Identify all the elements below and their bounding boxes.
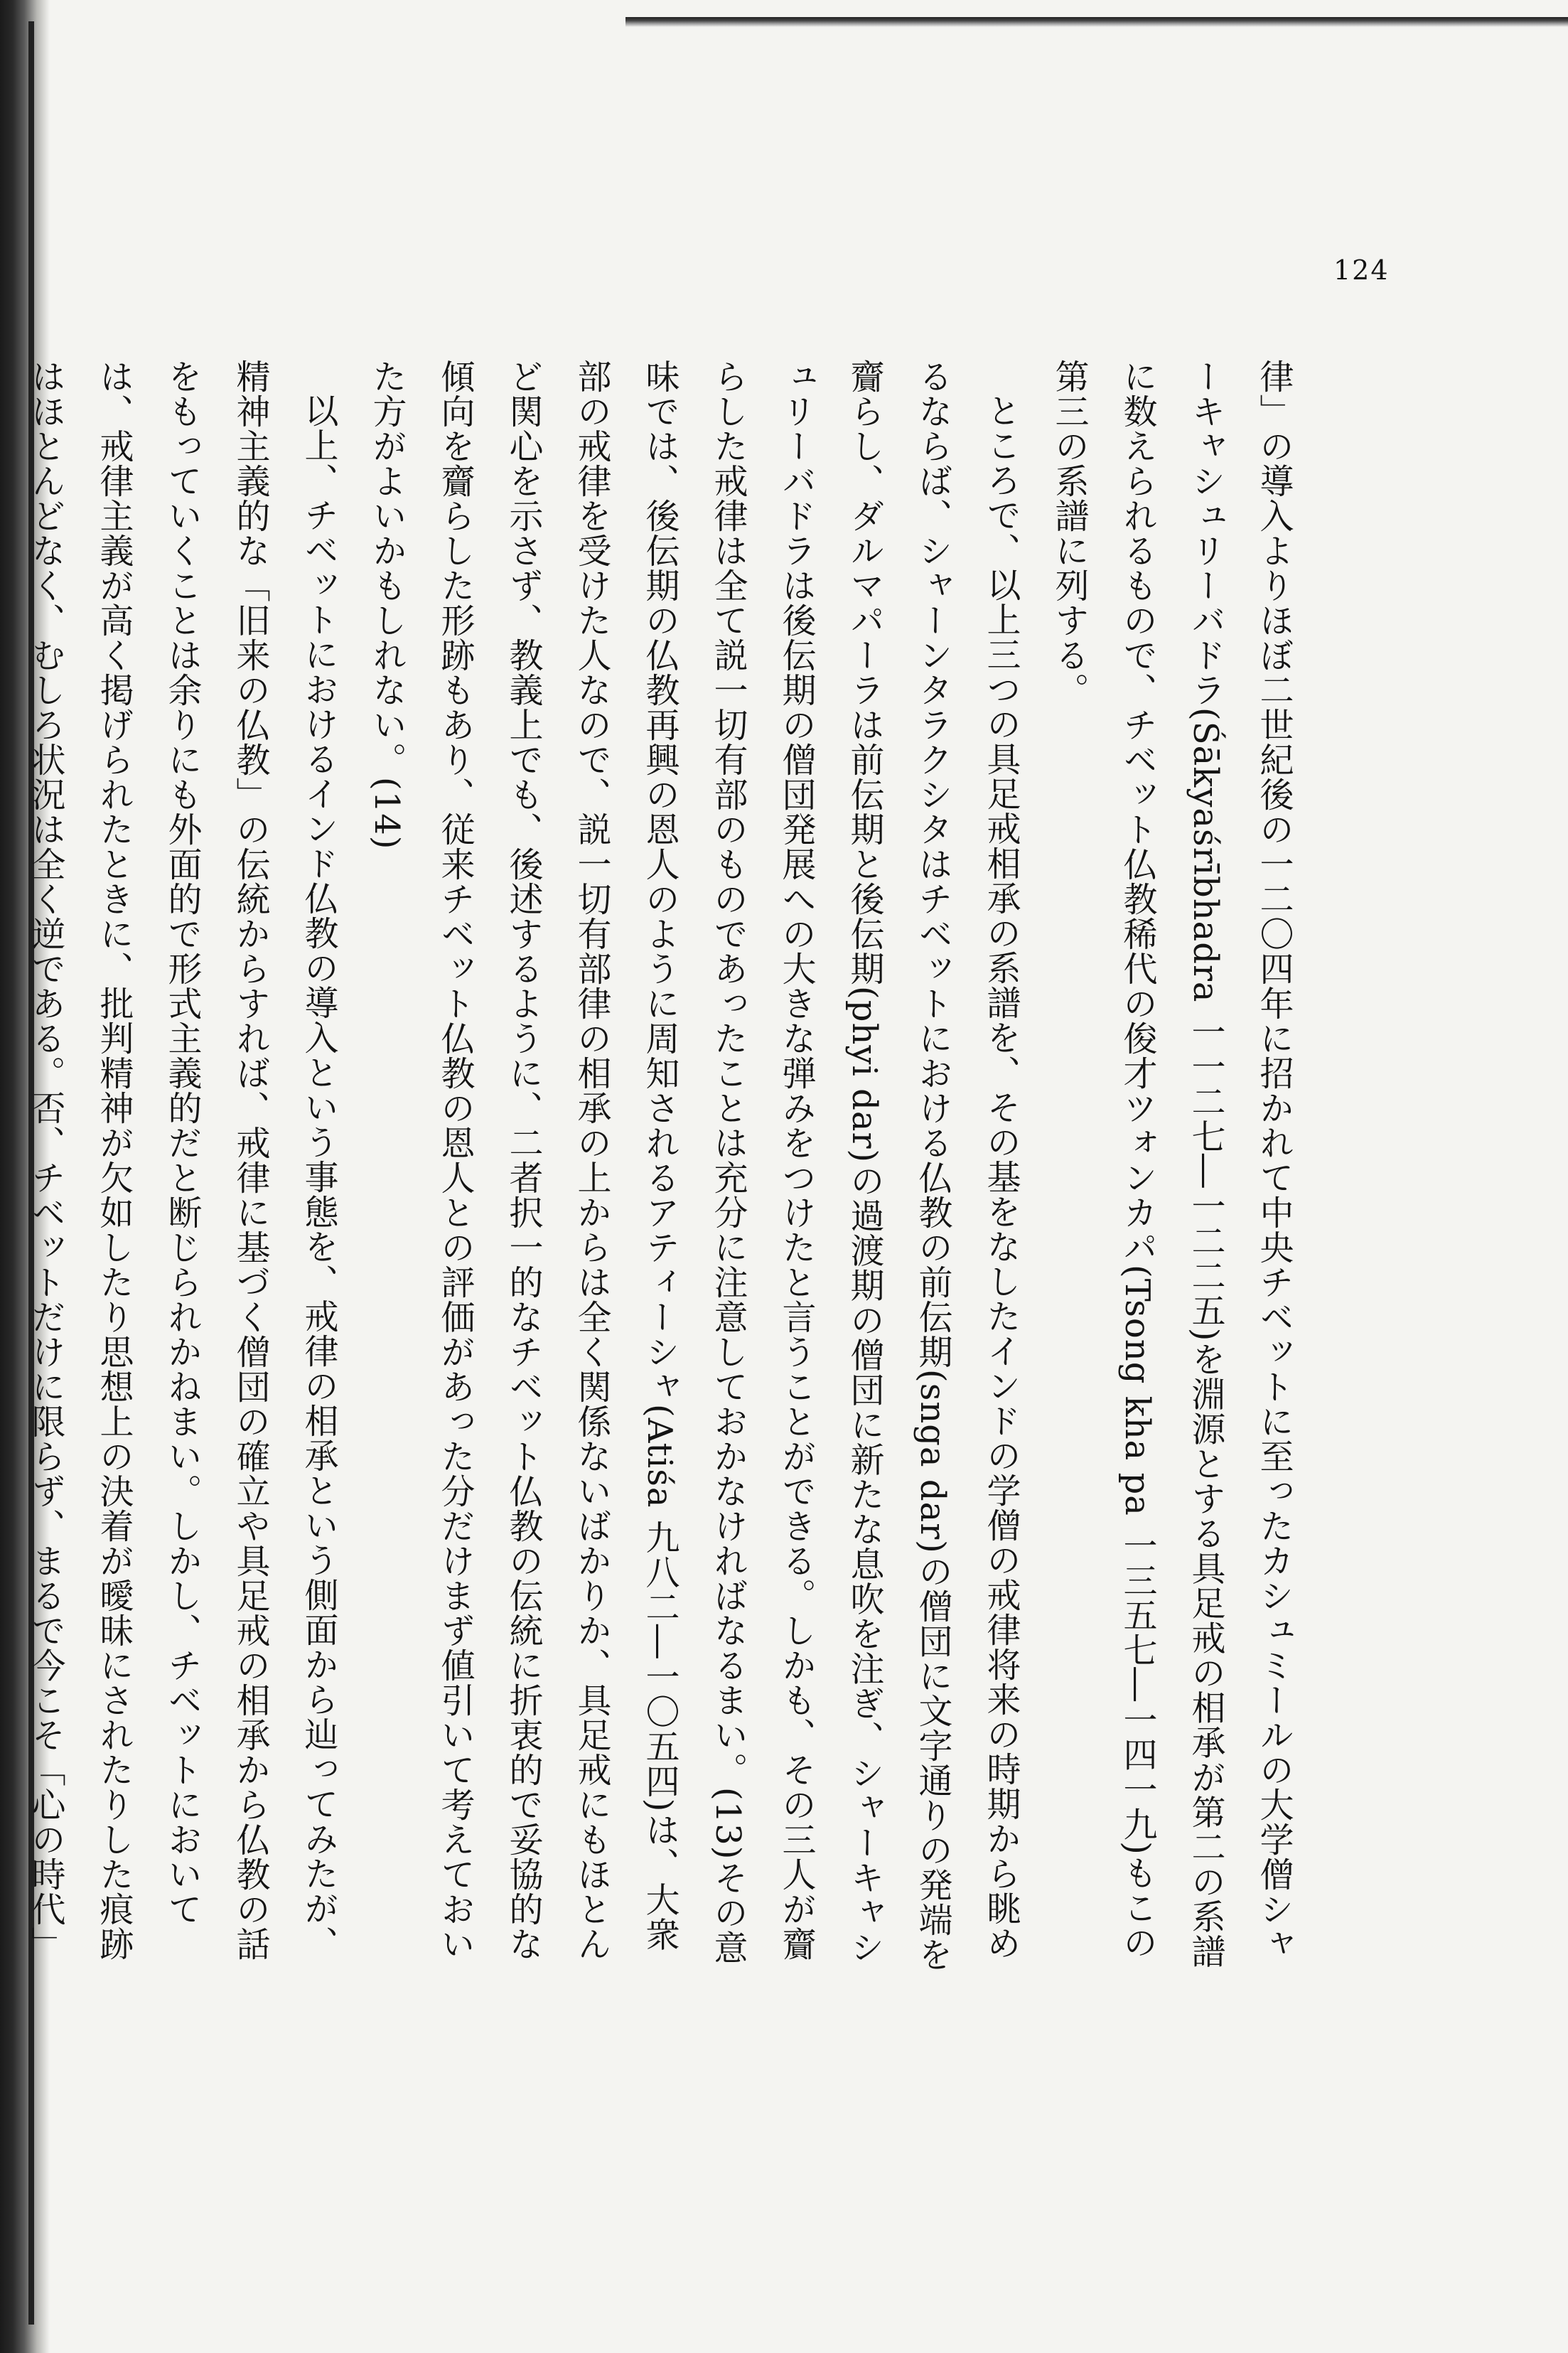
paragraph: ところで、以上三つの具足戒相承の系譜を、その基をなしたインドの学僧の戒律将来の時期から眺めるならば、シャーンタラクシタはチベットにおける仏教の前伝期(snga dar)の僧団に文字通りの発端を齎らし、ダルマパーラは前伝期と後伝期(phyi dar)の過渡期の僧団に新たな息吹を注ぎ、シャーキャシュリーバドラは後伝期の僧団発展への大きな弾みをつけたと言うことができる。しかも、その三人が齎らした戒律は全て説一切有部のものであったことは充分に注意しておかなければなるまい。(13)その意味では、後伝期の仏教再興の恩人のように周知されるアティーシャ(Atiśa 九八二―一〇五四)は、大衆部の戒律を受けた人なので、説一切有部律の相承の上からは全く関係ないばかりか、具足戒にもほとんど関心を示さず、教義上でも、後述するように、二者択一的なチベット仏教の伝統に折衷的で妥協的な傾向を齎らした形跡もあり、従来チベット仏教の恩人との評価があった分だけまず値引いて考えておいた方がよいかもしれない。(14) (367, 359, 1021, 1972)
paragraph-continuation: 律」の導入よりほぼ二世紀後の一二〇四年に招かれて中央チベットに至ったカシュミールの大学僧シャーキャシュリーバドラ(Śākyaśrībhadra 一一二七―一二二五)を淵源とする具足戒の相承が第二の系譜に数えられるもので、チベット仏教稀代の俊才ツォンカパ(Tsong kha pa 一三五七―一四一九)もこの第三の系譜に列する。 (1049, 359, 1294, 1969)
page-number: 124 (1333, 254, 1390, 286)
body-text (26, 359, 1308, 1973)
paragraph: 以上、チベットにおけるインド仏教の導入という事態を、戒律の相承という側面から辿ってみたが、精神主義的な「旧来の仏教」の伝統からすれば、戒律に基づく僧団の確立や具足戒の相承から仏教の話をもっていくことは余りにも外面的で形式主義的だと断じられかねまい。しかし、チベットにおいては、戒律主義が高く掲げられたときに、批判精神が欠如したり思想上の決着が曖昧にされたりした痕跡はほとんどなく、むしろ状況は全く逆である。否、チベットだけに限らず、まるで今こそ「心の時代」 (26, 359, 338, 1961)
top-scan-edge (625, 17, 1568, 27)
